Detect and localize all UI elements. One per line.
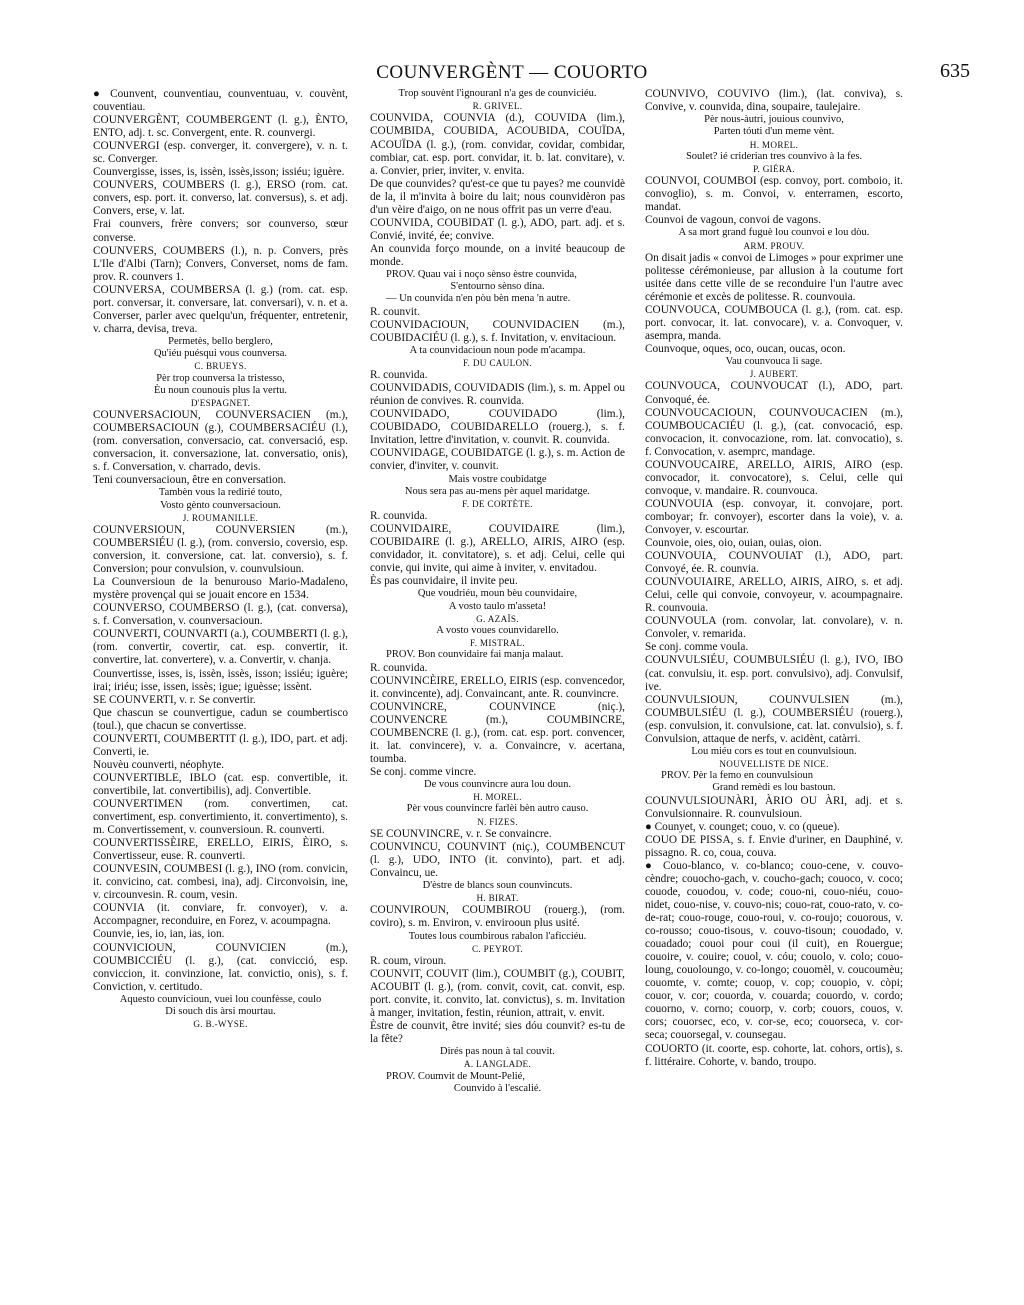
dictionary-entry: Frai counvers, frère convers; sor counverso, sœur converse. — [93, 218, 348, 244]
proverb-line: PROV. Quau vai i noço sènso èstre counvida, — [386, 268, 577, 280]
dictionary-entry: Teni counversacioun, être en conversation. — [93, 474, 287, 487]
dictionary-entry: COUNVERS, COUMBERS (l. g.), ERSO (rom. cat. convers, esp. port. it. converso, lat. conversus), s. et adj. Convers, erse, v. lat. — [93, 179, 348, 218]
dictionary-entry: COUNVIVO, COUVIVO (lim.), (lat. conviva), s. Convive, v. counvida, dina, soupaire, taulejaire. — [645, 88, 903, 114]
dictionary-entry: COUNVERGI (esp. converger, it. convergere), v. n. t. sc. Converger. — [93, 140, 348, 166]
proverb-line: PROV. Pèr la femo en counvulsioun — [661, 770, 814, 782]
dictionary-entry: R. counvida. — [370, 510, 428, 523]
quotation-line: Toutes lous coumbirous rabalon l'aficciéu. — [408, 930, 587, 942]
quotation-line: Vau counvouca li sage. — [725, 356, 823, 368]
quotation-attribution: A. LANGLADE. — [463, 1059, 532, 1070]
dictionary-entry: COUNVINCÈIRE, ERELLO, EIRIS (esp. convencedor, it. convincente), adj. Convaincant, ante. R. counvincre. — [370, 674, 625, 700]
dictionary-entry: COUNVIDAGE, COUBIDATGE (l. g.), s. m. Action de convier, d'inviter, v. counvit. — [370, 447, 625, 473]
dictionary-column-3 — [645, 88, 903, 1288]
quotation-line: Tambèn vous la redirié touto, — [158, 487, 283, 499]
quotation-line: Pèr trop counversa la tristesso, — [156, 372, 285, 384]
dictionary-entry: COUNVIDAIRE, COUVIDAIRE (lim.), COUBIDAIRE (l. g.), ARELLO, AIRIS, AIRO (esp. convidador, it. convitatore), s. et adj. Celui, celle qui convie, qui invite, qui aime à inviter, v. envitadou. — [370, 523, 625, 575]
dictionary-entry: COUNVERS, COUMBERS (l.), n. p. Convers, près L'Ile d'Albi (Tarn); Convers, Converset, noms de fam. prov. R. counvers 1. — [93, 244, 348, 283]
dictionary-entry: COUNVESIN, COUMBESI (l. g.), INO (rom. convicin, it. convicino, cat. combesi, ina), adj. Circonvoisin, ine, v. circounvesin. R. coum, vesin. — [93, 863, 348, 902]
quotation-attribution: C. PEYROT. — [471, 943, 524, 954]
quotation-line: Parten tóuti d'un meme vènt. — [713, 126, 835, 138]
quotation-attribution: R. GRIVEL. — [472, 101, 523, 112]
quotation-line: Grand remèdi es lou bastoun. — [712, 782, 836, 794]
dictionary-entry: COUNVERTISSÈIRE, ERELLO, EIRIS, ÈIRO, s. Convertisseur, euse. R. counverti. — [93, 837, 348, 863]
quotation-attribution: J. AUBERT. — [749, 369, 799, 380]
dictionary-entry: COUNVOULA (rom. convolar, lat. convolare), v. n. Convoler, v. remarida. — [645, 615, 903, 641]
dictionary-entry: COUO DE PISSA, s. f. Envie d'uriner, en Dauphiné, v. pissagno. R. co, coua, couva. — [645, 833, 903, 859]
dictionary-entry: Counvie, ies, io, ian, ias, ion. — [93, 928, 225, 941]
quotation-line: Vosto gènto counversacioun. — [160, 499, 281, 511]
proverb-line: — Un counvida n'en pòu bèn mena 'n autre. — [386, 293, 571, 305]
dictionary-entry: COUNVIT, COUVIT (lim.), COUMBIT (g.), COUBIT, ACOUBIT (l. g.), (rom. convit, covit, cat. convit, esp. port. convite, it. convito, lat. convictus), s. m. Invitation à manger, invitation, festin, réunion, attrait, v. envit. — [370, 967, 625, 1020]
quotation-line: Que voudriéu, moun bèu counvidaire, — [417, 588, 578, 600]
page-number: 635 — [940, 60, 970, 82]
dictionary-entry: COUNVIDA, COUBIDAT (l. g.), ADO, part. adj. et s. Convié, invité, ée; convive. — [370, 216, 625, 242]
quotation-line: Qu'iéu puésqui vous counversa. — [153, 348, 288, 360]
dictionary-entry: Counvertisse, isses, is, issèn, issès, isson; issiéu; iguère; irai; iriéu; isse, issen, issès; igue; iguèsse; issènt. — [93, 667, 348, 693]
dictionary-entry: R. counvida. — [370, 661, 428, 674]
dictionary-entry: COUNVERSACIOUN, COUNVERSACIEN (m.), COUMBERSACIOUN (g.), COUMBERSACIÉU (l.), (rom. conversation, conversacio, cat. conversació, esp. conversacion, it. conversazione, lat. conversatio, onis), s. f. Conversation, v. charrado, devis. — [93, 409, 348, 474]
dictionary-entry: COUNVINCRE, COUNVINCE (niç.), COUNVENCRE (m.), COUMBINCRE, COUMBENCRE (l. g.), (rom. cat. esp. port. convencer, it. lat. convincere), v. a. Convaincre, v. acertana, toumba. — [370, 700, 625, 765]
quotation-line: A ta counvidacioun noun pode m'acampa. — [409, 344, 586, 356]
quotation-attribution: N. FIZES. — [477, 816, 518, 827]
quotation-line: Dirés pas noun à tal couvit. — [440, 1046, 555, 1058]
quotation-line: Mais vostre coubidatge — [448, 473, 547, 485]
quotation-line: Nous sera pas au-mens pèr aquel maridatge. — [404, 485, 591, 497]
dictionary-entry: COUNVERSA, COUMBERSA (l. g.) (rom. cat. esp. port. conversar, it. conversare, lat. conversari), v. n. et a. Converser, parler avec quelqu'un, fréquenter, entretenir, v. charra, devisa, treva. — [93, 283, 348, 335]
dictionary-entry: COUNVERGÈNT, COUMBERGENT (l. g.), ÈNTO, ENTO, adj. t. sc. Convergent, ente. R. counvergi. — [93, 114, 348, 140]
dictionary-entry: COUNVULSIOUNÀRI, ÀRIO OU ÀRI, adj. et s. Convulsionnaire. R. counvulsioun. — [645, 794, 903, 820]
quotation-line: A vosto taulo m'asseta! — [448, 600, 547, 612]
dictionary-entry: On disait jadis « convoi de Limoges » pour exprimer une politesse cérémonieuse, par allusion à la coutume fort usitée dans cette ville de se reconduire l'un l'autre avec cérémonie et excès de politesse. R. counvouia. — [645, 251, 903, 303]
quotation-attribution: C. BRUEYS. — [194, 361, 247, 372]
dictionary-entry: COUNVOUCAIRE, ARELLO, AIRIS, AIRO (esp. convocador, it. convocatore), s. Celui, celle qui convoque, v. mandaire. R. counvouca. — [645, 458, 903, 497]
dictionary-entry: R. coum, viroun. — [370, 954, 447, 967]
quotation-attribution: F. MISTRAL. — [470, 638, 525, 649]
dictionary-entry: COUNVOI, COUMBOI (esp. convoy, port. comboio, it. convoglio), s. m. Convoi, v. enterramen, escorto, mandat. — [645, 175, 903, 214]
dictionary-entry: COUNVOUCA, COUNVOUCAT (l.), ADO, part. Convoqué, ée. — [645, 380, 903, 406]
dictionary-entry: SE COUNVERTI, v. r. Se convertir. — [93, 693, 256, 706]
dictionary-entry: COUNVINCU, COUNVINT (niç.), COUMBENCUT (l. g.), UDO, INTO (it. convinto), part. et adj. Convaincu, ue. — [370, 840, 625, 879]
dictionary-entry: COUNVIDACIOUN, COUNVIDACIEN (m.), COUBIDACIÉU (l. g.), s. f. Invitation, v. envitacioun. — [370, 318, 625, 344]
dictionary-entry: COUNVERTIMEN (rom. convertimen, cat. convertiment, esp. convertimiento, it. convertimento), s. m. Convertissement, v. counversioun. R. counverti. — [93, 797, 348, 837]
quotation-line: S'entourno sènso dina. — [450, 281, 545, 293]
quotation-line: Counvido à l'escalié. — [453, 1082, 542, 1094]
dictionary-entry: COUORTO (it. coorte, esp. cohorte, lat. cohors, ortis), s. f. littéraire. Cohorte, v. bando, troupo. — [645, 1042, 903, 1068]
quotation-attribution: G. AZAÏS. — [476, 613, 519, 624]
quotation-attribution: D'ESPAGNET. — [190, 397, 251, 408]
dictionary-entry: COUNVICIOUN, COUNVICIEN (m.), COUMBICCIÉU (l. g.), (cat. convicció, esp. conviccion, it. convinzione, lat. convictio, onis), s. f. Conviction, v. certitudo. — [93, 941, 348, 993]
quotation-line: Èu noun counouis plus la vertu. — [154, 384, 287, 396]
dictionary-entry: Èstre de counvit, être invité; sies dóu counvit? es-tu de la fête? — [370, 1020, 625, 1046]
dictionary-entry: COUNVERTI, COUNVARTI (a.), COUMBERTI (l. g.), (rom. convertir, covertir, cat. esp. convertir, it. convertire, lat. convertere), v. a. Convertir, v. chanja. — [93, 628, 348, 667]
proverb-line: PROV. Coumvit de Mount-Pelié, — [386, 1070, 525, 1082]
dictionary-entry: COUNVERSO, COUMBERSO (l. g.), (cat. conversa), s. f. Conversation, v. counversacioun. — [93, 602, 348, 628]
dictionary-entry: ● Couo-blanco, v. co-blanco; couo-cene, v. couvo-cèndre; couocho-gach, v. coucho-gach; couoco, v. coco; couode, couodou, v. code; couo-ni, couo-niéu, couo-nidet, couo-nise, v. couvo-nis; couo-rat, couo-rato, v. co-de-rat; couo-rouge, couo-roui, v. co-roujo; couorous, v. co-rousso; couo-tisous, v. couvo-tisoun; couodado, v. couadado; couoi pour coui (il cuit), en Rouergue; couoire, v. couire; couol, v. cóu; couolo, v. colo; couo-loung, couoloungo, v. co-longo; couomèl, v. coucoumèu; couomte, v. comte; couop, v. cop; couopio, v. còpi; couor, v. cor; couorda, v. couarda; couordo, v. cordo; couorno, v. corno; couorp, v. corb; couors, couos, v. cors; couorsec, eco, v. cor-se, eco; couorseca, v. cor-seca; couorsegal, v. counsegau. — [645, 859, 903, 1042]
quotation-line: Pèr nous-àutri, jouious counvivo, — [704, 114, 844, 126]
dictionary-entry: Counvoie, oies, oio, ouian, ouias, oion. — [645, 537, 822, 550]
dictionary-entry: Que chascun se counvertigue, cadun se coumbertisco (toul.), que chacun se convertisse. — [93, 706, 348, 732]
dictionary-entry: Counvergisse, isses, is, issèn, issès,isson; issiéu; iguère. — [93, 166, 345, 179]
dictionary-entry: SE COUNVINCRE, v. r. Se convaincre. — [370, 827, 552, 840]
quotation-attribution: ARM. PROUV. — [743, 240, 805, 251]
quotation-line: Di souch dis àrsi mourtau. — [165, 1005, 276, 1017]
dictionary-entry: COUNVOUCACIOUN, COUNVOUCACIEN (m.), COUMBOUCACIÉU (l. g.), (cat. convocació, esp. convocacion, it. convocazione, rom. lat. convocatio), s. f. Convocation, v. asemprc, mandage. — [645, 406, 903, 458]
quotation-attribution: G. B.-WYSE. — [193, 1019, 248, 1030]
dictionary-entry: Se conj. comme vincre. — [370, 765, 477, 778]
dictionary-entry: ● Counvent, counventiau, counventuau, v. couvènt, couventiau. — [93, 88, 348, 114]
quotation-line: Lou miéu cors es tout en counvulsioun. — [691, 745, 857, 757]
dictionary-column-1 — [93, 88, 348, 1288]
quotation-attribution: NOUVELLISTE DE NICE. — [719, 759, 829, 769]
quotation-attribution: J. ROUMANILLE. — [182, 512, 259, 523]
quotation-line: Trop souvènt l'ignouranl n'a ges de counviciéu. — [398, 88, 597, 99]
quotation-attribution: H. MOREL. — [749, 139, 799, 150]
quotation-line: Pèr vous counvincre farlèi bèn autro causo. — [406, 803, 589, 815]
dictionary-entry: COUNVOUIA (esp. convoyar, it. convojare, port. comboyar; fr. convoyer), escorter dans la voie), v. a. Convoyer, v. escourtar. — [645, 497, 903, 536]
dictionary-entry: COUNVIROUN, COUMBIROU (rouerg.), (rom. coviro), s. m. Environ, v. envirooun plus usité. — [370, 904, 625, 930]
dictionary-entry: COUNVIDA, COUNVIA (d.), COUVIDA (lim.), COUMBIDA, COUBIDA, ACOUBIDA, COUÏDA, ACOUÏDA (l. g.), (rom. convidar, covidar, combidar, combiar, cat. esp. port. convidar, it. b. lat. convitare), v. a. Convier, prier, inviter, v. envita. — [370, 112, 625, 177]
quotation-line: Permetès, bello berglero, — [168, 335, 273, 347]
dictionary-entry: COUNVIDADO, COUVIDADO (lim.), COUBIDADO, COUBIDARELLO (rouerg.), s. f. Invitation, lettre d'invitation, v. counvit. R. counvida. — [370, 408, 625, 447]
dictionary-entry: COUNVERTI, COUMBERTIT (l. g.), IDO, part. et adj. Converti, ie. — [93, 732, 348, 758]
quotation-line: Soulet? ié criderian tres counvivo à la fes. — [685, 150, 863, 162]
dictionary-entry: Se conj. comme voula. — [645, 641, 749, 654]
dictionary-entry: COUNVOUIAIRE, ARELLO, AIRIS, AIRO, s. et adj. Celui, celle qui convoie, convoyeur, v. acoumpagnaire. R. counvouia. — [645, 576, 903, 615]
quotation-attribution: F. DU CAULON. — [462, 357, 532, 368]
running-head: COUNVERGÈNT — COUORTO — [376, 62, 648, 83]
dictionary-entry: COUNVULSIOUN, COUNVULSIEN (m.), COUMBULSIÉU (l. g.), COUMBERSIÉU (rouerg.), (esp. convulsion, it. convulsione, cat. lat. convulsio), s. f. Convulsion, attaque de nerfs, v. acidènt, catàrri. — [645, 693, 903, 745]
quotation-attribution: H. BIRAT. — [476, 893, 519, 904]
dictionary-entry: COUNVULSIÉU, COUMBULSIÉU (l. g.), IVO, IBO (cat. convulsiu, it. esp. port. convulsivo), adj. Convulsif, ive. — [645, 654, 903, 693]
quotation-line: De vous counvincre aura lou doun. — [424, 779, 571, 791]
dictionary-entry: An counvida forço mounde, on a invité beaucoup de monde. — [370, 242, 625, 268]
dictionary-entry: COUNVOUCA, COUMBOUCA (l. g.), (rom. cat. esp. port. convocar, it. lat. convocare), v. a. Convoquer, v. asempra, manda. — [645, 303, 903, 342]
dictionary-entry: COUNVIA (it. conviare, fr. convoyer), v. a. Accompagner, reconduire, en Forez, v. acoumpagna. — [93, 902, 348, 928]
dictionary-entry: COUNVOUIA, COUNVOUIAT (l.), ADO, part. Convoyé, ée. R. counvia. — [645, 550, 903, 576]
dictionary-entry: La Counversioun de la benurouso Mario-Madaleno, mystère provençal qui se jouait encore en 1534. — [93, 576, 348, 602]
quotation-line: A vosto voues counvidarello. — [436, 625, 559, 636]
proverb-line: PROV. Bon counvidaire fai manja malaut. — [386, 649, 564, 661]
dictionary-entry: Ès pas counvidaire, il invite peu. — [370, 575, 518, 588]
quotation-line: Aquesto counvicioun, vuei lou counfèsse, coulo — [119, 993, 322, 1005]
quotation-line: D'èstre de blancs soun counvincuts. — [422, 880, 573, 892]
quotation-attribution: H. MOREL. — [473, 792, 522, 803]
quotation-attribution: P. GIÉRA. — [753, 163, 795, 174]
dictionary-entry: COUNVERSIOUN, COUNVERSIEN (m.), COUMBERSIÉU (l. g.), (rom. conversio, coversio, esp. conversion, it. conversione, cat. lat. conversio), s. f. Conversion; pour convulsion, v. counvulsioun. — [93, 524, 348, 576]
dictionary-entry: Counvoi de vagoun, convoi de vagons. — [645, 214, 822, 227]
dictionary-entry: R. counvida. — [370, 369, 428, 382]
dictionary-entry: ● Counyet, v. counget; couo, v. co (queue). — [645, 820, 840, 833]
dictionary-entry: COUNVERTIBLE, IBLO (cat. esp. convertible, it. convertibile, lat. convertibilis), adj. Convertible. — [93, 771, 348, 797]
quotation-line: A sa mort grand fuguè lou counvoi e lou dòu. — [678, 227, 870, 239]
dictionary-entry: R. counvit. — [370, 305, 420, 318]
quotation-attribution: F. DE CORTÈTE. — [462, 498, 533, 509]
dictionary-entry: COUNVIDADIS, COUVIDADIS (lim.), s. m. Appel ou réunion de convives. R. counvida. — [370, 382, 625, 408]
dictionary-column-2 — [370, 88, 625, 1288]
dictionary-entry: Counvoque, oques, oco, oucan, oucas, ocon. — [645, 343, 846, 356]
dictionary-entry: De que counvides? qu'est-ce que tu payes? me counvidè de la, il m'invita à boire du lait; nous counvidèron pas d'un vèire d'aigo, on ne nous offrit pas un verre d'eau. — [370, 177, 625, 216]
dictionary-entry: Nouvèu counverti, néophyte. — [93, 758, 225, 771]
